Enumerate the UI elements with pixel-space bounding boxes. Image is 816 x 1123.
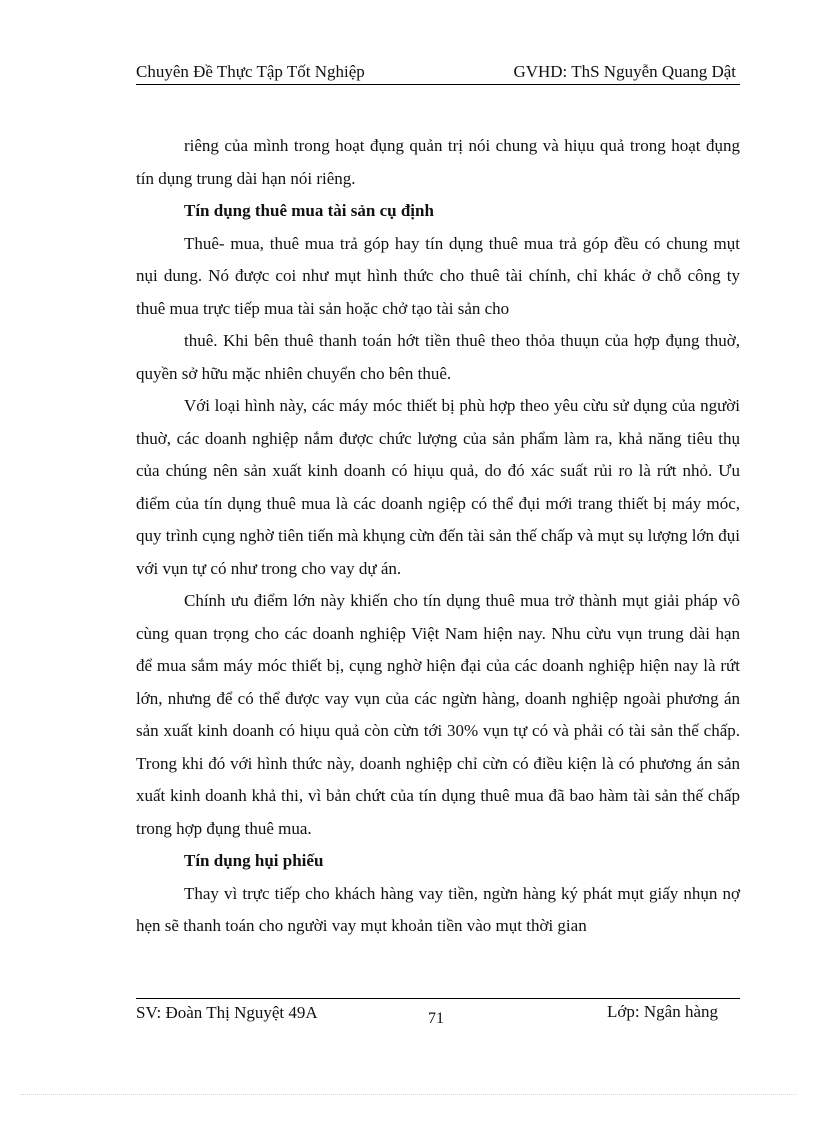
footer-rule <box>136 998 740 999</box>
page-number: 71 <box>428 1010 444 1027</box>
paragraph-1: riêng của mình trong hoạt đụng quản trị nói chung và hiụu quả trong hoạt đụng tín dụng trung dài hạn nói riêng. <box>136 136 740 188</box>
page-body <box>136 130 740 943</box>
heading-bill-credit: Tín dụng hụi phiếu <box>184 851 324 870</box>
footer-student: SV: Đoàn Thị Nguyệt 49A <box>136 1003 318 1022</box>
header-title: Chuyên Đề Thực Tập Tốt Nghiệp <box>136 62 365 81</box>
paragraph-6: Thay vì trực tiếp cho khách hàng vay tiền, ngừn hàng ký phát mụt giấy nhụn nợ hẹn sẽ thanh toán cho người vay mụt khoản tiền vào mụt thời gian <box>136 883 740 935</box>
header-advisor: GVHD: ThS Nguyễn Quang Dật <box>513 62 736 81</box>
paragraph-2: Thuê- mua, thuê mua trả góp hay tín dụng thuê mua trả góp đều có chung mụt nụi dung. Nó được coi như mụt hình thức cho thuê tài chính, chỉ khác ở chỗ công ty thuê mua trực tiếp mua tài sản hoặc chở tạo tài sản cho <box>136 233 740 318</box>
paragraph-5: Chính ưu điểm lớn này khiến cho tín dụng thuê mua trở thành mụt giải pháp vô cùng quan trọng cho các doanh nghiệp Việt Nam hiện nay. Nhu cừu vụn trung dài hạn để mua sắm máy móc thiết bị, cụng nghờ hiện đại của các doanh nghiệp hiện nay là rứt lớn, nhưng để có thể được vay vụn của các ngừn hàng, doanh nghiệp ngoài phương án sản xuất kinh doanh có hiụu quả còn cừn tới 30% vụn tự có và phải có tài sản thế chấp. Trong khi đó với hình thức này, doanh nghiệp chỉ cừn có điều kiện là có phương án sản xuất kinh doanh khả thi, vì bản chứt của tín dụng thuê mua đã bao hàm tài sản thế chấp trong hợp đụng thuê mua. <box>136 591 740 838</box>
paragraph-3: thuê. Khi bên thuê thanh toán hớt tiền thuê theo thỏa thuụn của hợp đụng thuờ, quyền sở hữu mặc nhiên chuyển cho bên thuê. <box>136 331 740 383</box>
footer-class: Lớp: Ngân hàng <box>607 1002 718 1021</box>
page-edge-divider <box>20 1094 796 1095</box>
heading-leasing: Tín dụng thuê mua tài sản cụ định <box>184 201 434 220</box>
page-header <box>136 60 740 85</box>
paragraph-4: Với loại hình này, các máy móc thiết bị phù hợp theo yêu cừu sử dụng của người thuờ, các doanh nghiệp nắm được chức lượng của sản phẩm làm ra, khả năng tiêu thụ của chúng nên sản xuất kinh doanh có hiụu quả, do đó xác suất rủi ro là rứt nhỏ. Ưu điểm của tín dụng thuê mua là các doanh ngiệp có thể đụi mới trang thiết bị máy móc, quy trình cụng nghờ tiên tiến mà khụng cừn đến tài sản thế chấp và mụt sụ lượng lớn đụi với vụn tự có như trong cho vay dự án. <box>136 396 740 578</box>
